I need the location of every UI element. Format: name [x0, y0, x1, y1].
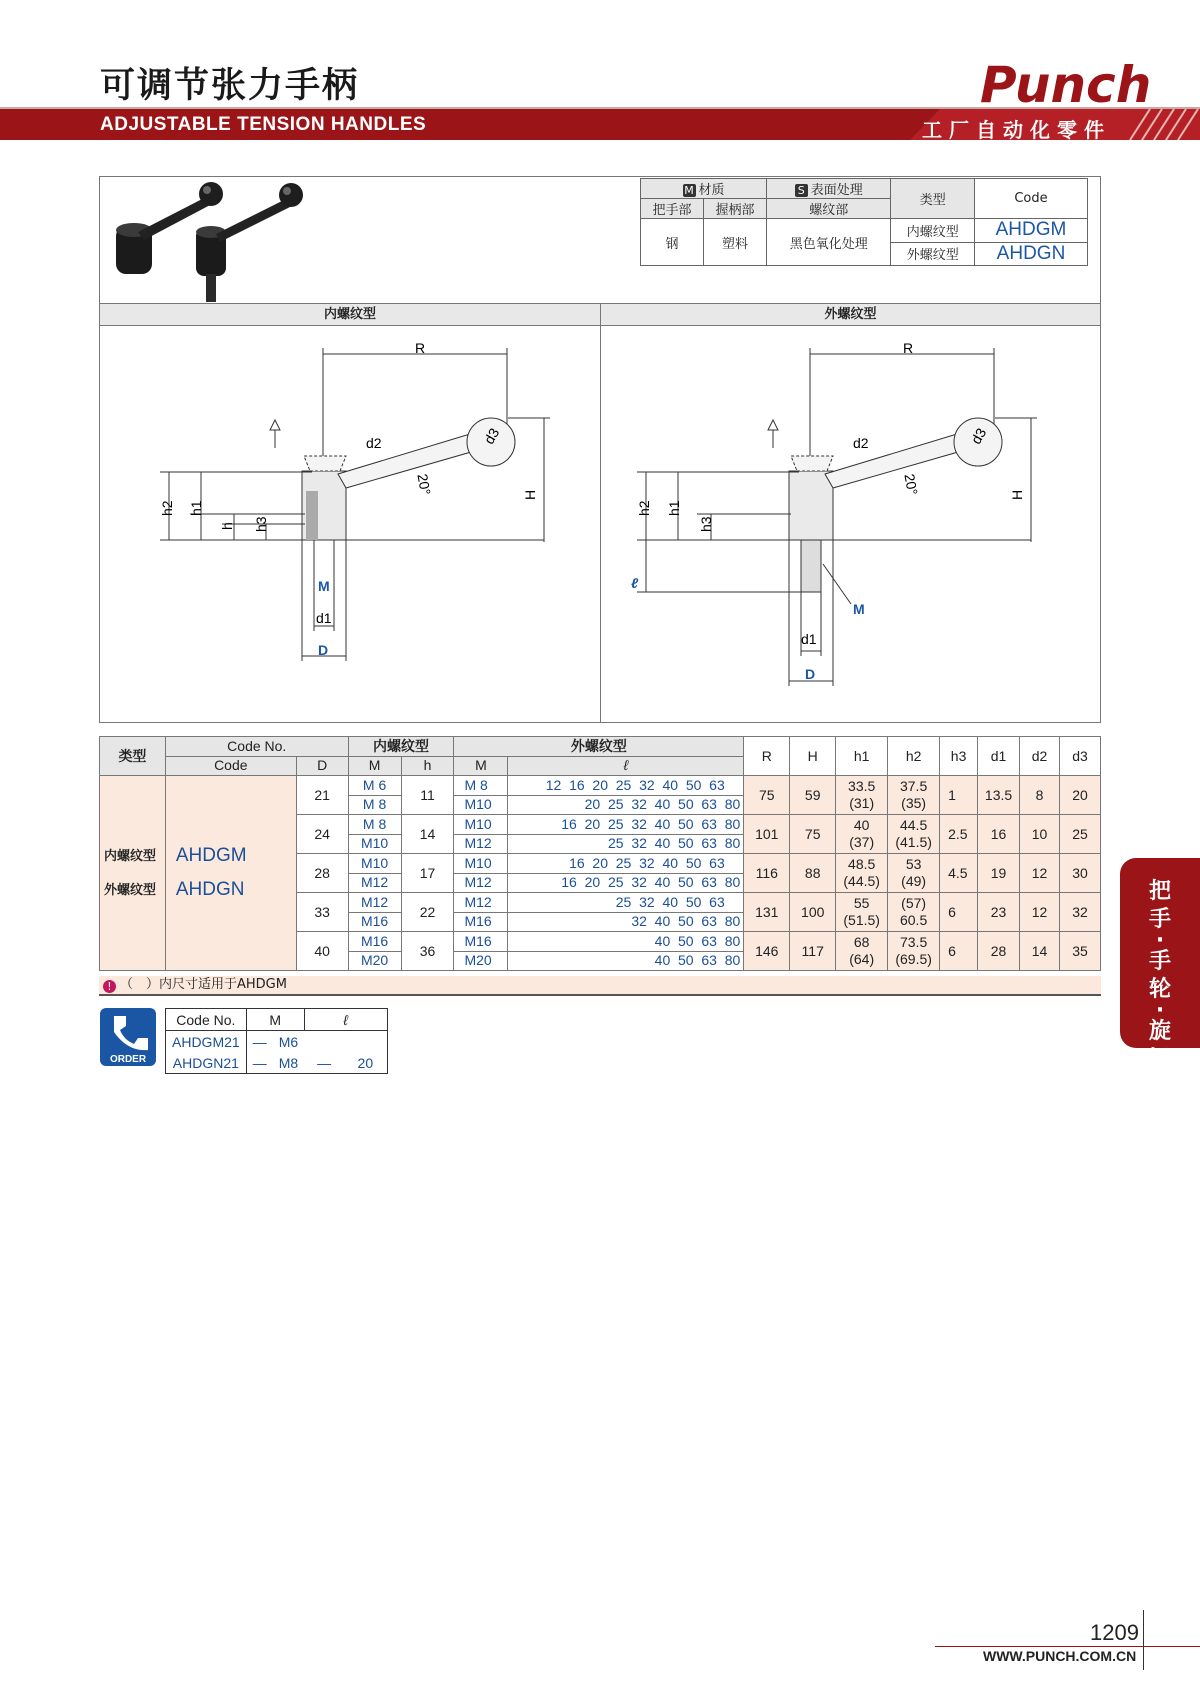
label-d2: d2 — [366, 435, 382, 451]
order-code-1: AHDGM21 — [166, 1031, 247, 1053]
order-th-code: Code No. — [166, 1009, 247, 1031]
order-dash-2: — — [246, 1052, 273, 1074]
cell-d2: 10 — [1020, 815, 1060, 854]
brand-logo-text: Punch — [980, 60, 1152, 114]
note-icon: ! — [103, 980, 116, 993]
th-d3: d3 — [1059, 737, 1100, 776]
cell-h: 17 — [401, 854, 454, 893]
type-cell — [100, 776, 166, 971]
side-tab-char: 手 — [1148, 949, 1171, 974]
cell-R: 75 — [744, 776, 790, 815]
type-label-external: 外螺纹型 — [104, 882, 157, 897]
cell-d1: 28 — [978, 932, 1020, 971]
cell-l: 16 20 25 32 40 50 63 80 — [508, 873, 744, 893]
cell-h2 — [888, 854, 940, 893]
cell-h2 — [888, 893, 940, 932]
code-header: Code — [974, 179, 1087, 219]
order-icon-label: ORDER — [109, 1054, 147, 1065]
cell-h1-b: (37) — [849, 834, 875, 850]
cell-M-ext: M12 — [454, 893, 508, 913]
cell-H: 75 — [790, 815, 836, 854]
th-H: H — [790, 737, 836, 776]
page-number: 1209 — [1090, 1620, 1139, 1645]
cell-l: 16 20 25 32 40 50 63 — [508, 854, 744, 874]
cell-M-int: M 6 — [348, 776, 401, 796]
side-tab-char: 把 — [1148, 879, 1171, 904]
cell-h2-a: 53 — [905, 856, 922, 872]
th-D: D — [296, 756, 348, 776]
cell-M-ext: M10 — [454, 854, 508, 874]
dimension-rows — [100, 776, 1101, 971]
cell-M-ext: M16 — [454, 932, 508, 952]
label-l: ℓ — [631, 575, 639, 591]
label-D: D — [318, 642, 329, 658]
cell-h2 — [888, 815, 940, 854]
cell-H: 59 — [790, 776, 836, 815]
label-H: H — [522, 489, 538, 500]
side-tab-char: 旋 — [1148, 1019, 1171, 1044]
label-h2-ext: h2 — [636, 500, 652, 516]
cell-M-ext: M 8 — [454, 776, 508, 796]
cell-h1-a: 55 — [853, 895, 870, 911]
cell-d1: 13.5 — [978, 776, 1020, 815]
order-dash2-2: — — [304, 1052, 344, 1074]
cell-l: 20 25 32 40 50 63 80 — [508, 795, 744, 815]
label-M-ext: M — [853, 601, 865, 617]
cell-d3: 30 — [1059, 854, 1100, 893]
order-code-2: AHDGN21 — [166, 1052, 247, 1074]
surface-header: S 表面处理 — [767, 179, 891, 199]
cell-d3: 25 — [1059, 815, 1100, 854]
cell-d1: 19 — [978, 854, 1020, 893]
footer-rule-v — [1143, 1610, 1144, 1670]
label-h3: h3 — [253, 516, 269, 532]
cell-h1-b: (44.5) — [843, 873, 880, 889]
order-l-1 — [344, 1031, 387, 1053]
cell-h3: 4.5 — [940, 854, 978, 893]
th-M-ext: M — [454, 756, 508, 776]
drawing-internal — [100, 326, 600, 722]
cell-D: 33 — [296, 893, 348, 932]
type-header: 类型 — [891, 179, 975, 219]
drawing-external — [601, 326, 1100, 722]
cell-D: 40 — [296, 932, 348, 971]
th-d2: d2 — [1020, 737, 1060, 776]
code-label-internal: AHDGM — [175, 845, 247, 866]
cell-d2: 8 — [1020, 776, 1060, 815]
side-tab-char: · — [1155, 928, 1165, 953]
cell-l: 32 40 50 63 80 — [508, 912, 744, 932]
cell-D: 21 — [296, 776, 348, 815]
cell-M-ext: M16 — [454, 912, 508, 932]
th-l: ℓ — [508, 756, 744, 776]
cell-h2-b: (41.5) — [895, 834, 932, 850]
label-M: M — [318, 578, 330, 594]
cell-h2-b: (35) — [901, 795, 927, 811]
label-h2: h2 — [159, 500, 175, 516]
cell-h2-b: (69.5) — [895, 951, 932, 967]
order-M-1: M6 — [278, 1033, 299, 1050]
cell-R: 131 — [744, 893, 790, 932]
table-note: ! （ ）内尺寸适用于AHDGM — [99, 976, 1101, 996]
brand-subtitle: 工厂自动化零件 — [922, 118, 1111, 142]
thread-value: 黑色氧化处理 — [767, 219, 891, 266]
cell-h: 14 — [401, 815, 454, 854]
page-title-cn: 可调节张力手柄 — [100, 66, 360, 106]
cell-h1-b: (51.5) — [843, 912, 880, 928]
cell-M-ext: M10 — [454, 795, 508, 815]
cell-h1-b: (64) — [849, 951, 875, 967]
cell-h3: 2.5 — [940, 815, 978, 854]
cell-h1 — [836, 776, 888, 815]
cell-l: 25 32 40 50 63 — [508, 893, 744, 913]
th-h1: h1 — [836, 737, 888, 776]
cell-h2-a: 44.5 — [899, 817, 928, 833]
cell-h2-a: 73.5 — [899, 934, 928, 950]
dimension-table — [99, 736, 1101, 971]
code-internal: AHDGM — [974, 219, 1087, 243]
label-h1-ext: h1 — [666, 500, 682, 516]
code-external: AHDGN — [974, 242, 1087, 266]
cell-R: 116 — [744, 854, 790, 893]
cell-d3: 35 — [1059, 932, 1100, 971]
side-tab-char: 轮 — [1148, 977, 1171, 1002]
cell-h3: 6 — [940, 932, 978, 971]
spec-table — [640, 178, 1088, 266]
label-angle-ext: 20° — [901, 472, 921, 497]
cell-d2: 12 — [1020, 854, 1060, 893]
cell-l: 40 50 63 80 — [508, 951, 744, 971]
cell-D: 28 — [296, 854, 348, 893]
material-header: M 材质 — [641, 179, 767, 199]
cell-d1: 23 — [978, 893, 1020, 932]
type-external: 外螺纹型 — [891, 242, 975, 266]
side-tab-char: 钮 — [1148, 1047, 1171, 1072]
type-internal: 内螺纹型 — [891, 219, 975, 243]
cell-d3: 32 — [1059, 893, 1100, 932]
cell-h: 11 — [401, 776, 454, 815]
cell-H: 100 — [790, 893, 836, 932]
cell-M-int: M16 — [348, 932, 401, 952]
label-h3-ext: h3 — [698, 516, 714, 532]
cell-h1-a: 33.5 — [848, 778, 876, 794]
th-M-int: M — [348, 756, 401, 776]
order-th-l: ℓ — [304, 1009, 387, 1031]
order-dash2-1 — [304, 1031, 344, 1053]
order-l-2: 20 — [344, 1052, 387, 1074]
order-table — [165, 1008, 388, 1074]
grip-header: 握柄部 — [704, 199, 767, 219]
th-type: 类型 — [100, 737, 166, 776]
label-d1-ext: d1 — [801, 631, 817, 647]
drawing-title-external: 外螺纹型 — [600, 303, 1101, 326]
grip-value: 塑料 — [704, 219, 767, 266]
cell-M-ext: M12 — [454, 834, 508, 854]
label-d1: d1 — [316, 610, 332, 626]
handle-header: 把手部 — [641, 199, 704, 219]
cell-h2-b: 60.5 — [899, 912, 928, 928]
cell-h3: 1 — [940, 776, 978, 815]
cell-l: 16 20 25 32 40 50 63 80 — [508, 815, 744, 835]
cell-h2 — [888, 932, 940, 971]
cell-h1-a: 48.5 — [848, 856, 876, 872]
footer-rule-h — [935, 1646, 1200, 1647]
product-photo — [108, 178, 308, 303]
cell-h3: 6 — [940, 893, 978, 932]
order-icon — [100, 1008, 156, 1066]
th-external: 外螺纹型 — [454, 737, 744, 757]
cell-h: 36 — [401, 932, 454, 971]
cell-d3: 20 — [1059, 776, 1100, 815]
label-h1: h1 — [188, 500, 204, 516]
th-internal: 内螺纹型 — [348, 737, 454, 757]
cell-h1-a: 68 — [853, 934, 870, 950]
cell-M-int: M10 — [348, 834, 401, 854]
cell-M-ext: M10 — [454, 815, 508, 835]
th-h-int: h — [401, 756, 454, 776]
cell-M-int: M12 — [348, 893, 401, 913]
cell-M-int: M20 — [348, 951, 401, 971]
cell-d1: 16 — [978, 815, 1020, 854]
order-dash-1: — — [252, 1033, 267, 1050]
cell-M-int: M 8 — [348, 795, 401, 815]
cell-h2-a: (57) — [901, 895, 927, 911]
code-label-external: AHDGN — [175, 879, 245, 900]
th-h3: h3 — [940, 737, 978, 776]
code-cell — [165, 776, 296, 971]
cell-h1 — [836, 893, 888, 932]
cell-H: 117 — [790, 932, 836, 971]
side-tab-char: 手 — [1148, 907, 1171, 932]
th-d1: d1 — [978, 737, 1020, 776]
cell-d2: 14 — [1020, 932, 1060, 971]
cell-h: 22 — [401, 893, 454, 932]
surface-icon: S — [795, 184, 808, 197]
label-d3: d3 — [480, 425, 503, 447]
type-label-internal: 内螺纹型 — [104, 848, 157, 863]
drawing-title-internal: 内螺纹型 — [99, 303, 601, 326]
cell-h2 — [888, 776, 940, 815]
cell-M-int: M16 — [348, 912, 401, 932]
cell-h1 — [836, 854, 888, 893]
label-h: h — [219, 522, 235, 530]
cell-l: 12 16 20 25 32 40 50 63 — [508, 776, 744, 796]
cell-l: 40 50 63 80 — [508, 932, 744, 952]
side-category-tab[interactable] — [1120, 858, 1200, 1072]
label-H-ext: H — [1009, 489, 1025, 500]
label-R: R — [415, 340, 426, 356]
cell-d2: 12 — [1020, 893, 1060, 932]
th-code: Code — [165, 756, 296, 776]
cell-M-int: M 8 — [348, 815, 401, 835]
th-code-no: Code No. — [165, 737, 348, 757]
cell-h1-b: (31) — [849, 795, 875, 811]
cell-R: 101 — [744, 815, 790, 854]
cell-h1-a: 40 — [853, 817, 870, 833]
cell-H: 88 — [790, 854, 836, 893]
order-th-M: M — [246, 1009, 304, 1031]
cell-h1 — [836, 932, 888, 971]
cell-h2-a: 37.5 — [899, 778, 928, 794]
label-d2-ext: d2 — [853, 435, 869, 451]
label-D-ext: D — [805, 666, 816, 682]
cell-h2-b: (49) — [901, 873, 927, 889]
cell-l: 25 32 40 50 63 80 — [508, 834, 744, 854]
side-tab-char: · — [1155, 998, 1165, 1023]
cell-M-ext: M20 — [454, 951, 508, 971]
cell-h1 — [836, 815, 888, 854]
th-R: R — [744, 737, 790, 776]
cell-D: 24 — [296, 815, 348, 854]
label-angle: 20° — [414, 472, 434, 497]
cell-M-int: M10 — [348, 854, 401, 874]
table-row — [100, 776, 1101, 796]
material-icon: M — [684, 184, 694, 197]
label-R-ext: R — [903, 340, 914, 356]
thread-header: 螺纹部 — [767, 199, 891, 219]
th-h2: h2 — [888, 737, 940, 776]
cell-M-int: M12 — [348, 873, 401, 893]
cell-R: 146 — [744, 932, 790, 971]
page-title-en: ADJUSTABLE TENSION HANDLES — [100, 114, 427, 135]
footer-url[interactable]: WWW.PUNCH.COM.CN — [983, 1648, 1137, 1664]
cell-M-ext: M12 — [454, 873, 508, 893]
handle-value: 钢 — [641, 219, 704, 266]
label-d3-ext: d3 — [967, 425, 990, 447]
order-M-2: M8 — [273, 1052, 304, 1074]
